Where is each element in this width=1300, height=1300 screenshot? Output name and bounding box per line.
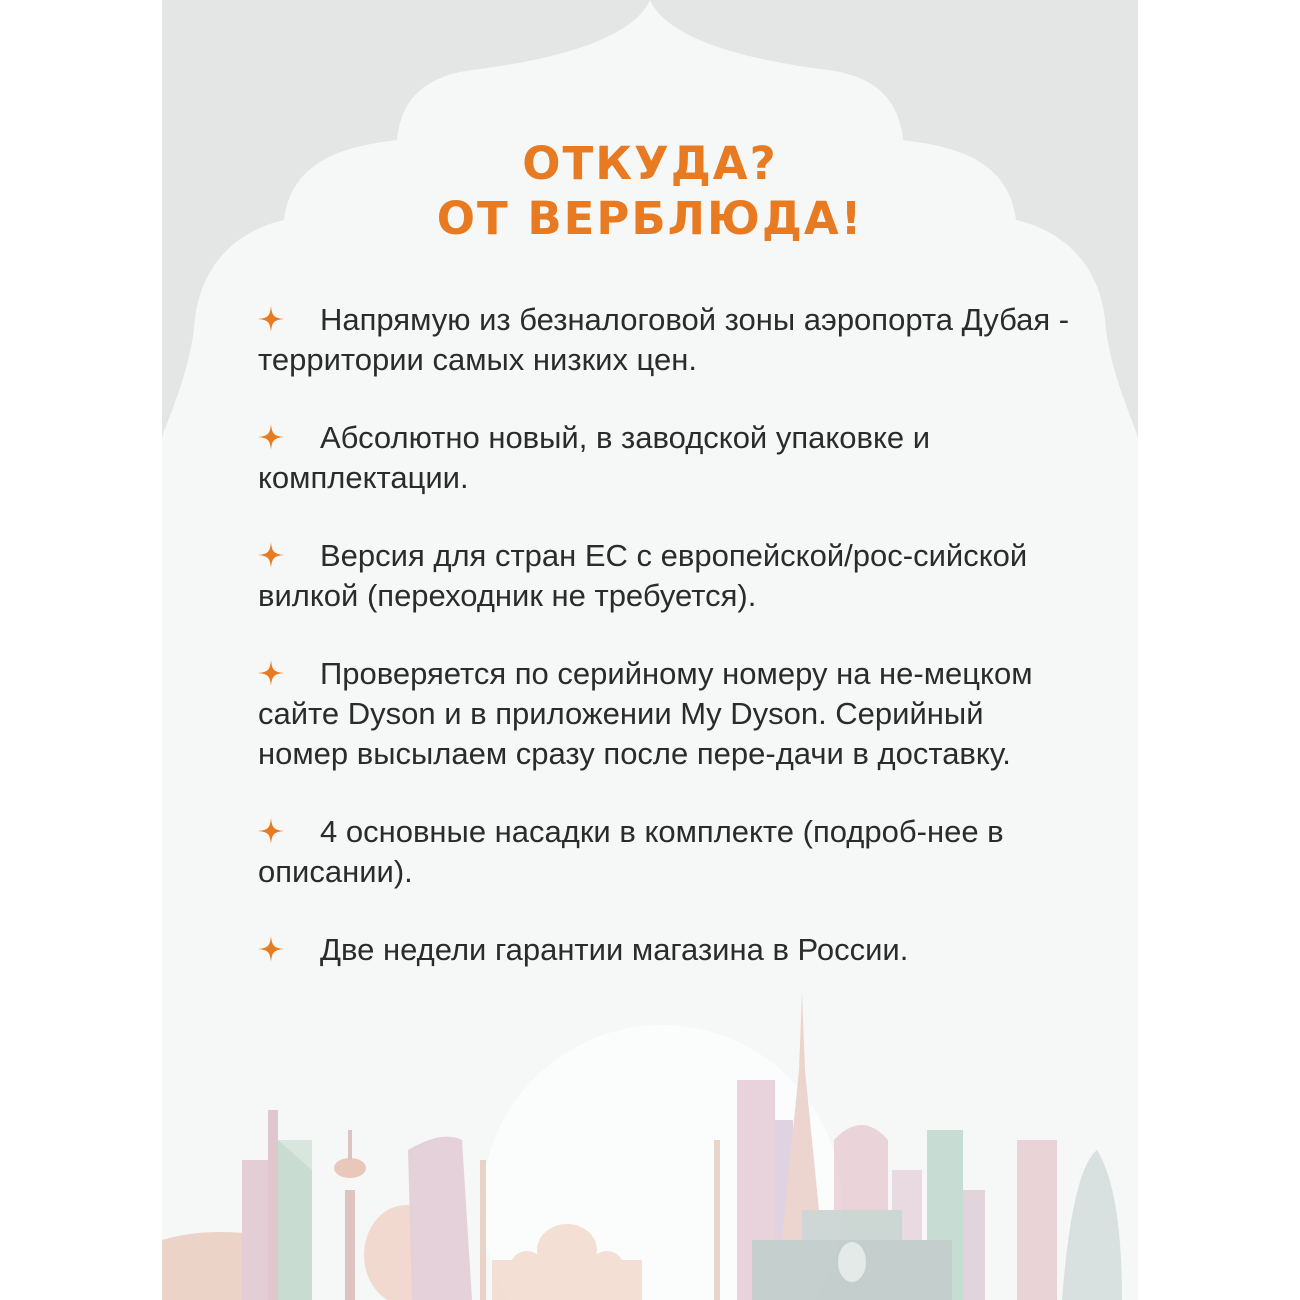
star-bullet-icon <box>258 300 320 340</box>
benefit-item <box>258 536 1078 616</box>
dubai-skyline-illustration <box>162 990 1138 1300</box>
benefit-item <box>258 812 1078 892</box>
star-bullet-icon <box>258 418 320 458</box>
benefit-text: Проверяется по серийному номеру на не-мецком сайте Dyson и в приложении My Dyson. Серийный номер высылаем сразу после пере-дачи в доставку. <box>258 656 1033 771</box>
benefit-text: Напрямую из безналоговой зоны аэропорта Дубая - территории самых низких цен. <box>258 302 1070 377</box>
benefit-item <box>258 300 1078 380</box>
benefit-item <box>258 418 1078 498</box>
benefit-item <box>258 654 1078 774</box>
benefit-text: Версия для стран ЕС с европейской/рос-сийской вилкой (переходник не требуется). <box>258 538 1028 613</box>
star-bullet-icon <box>258 536 320 576</box>
benefit-item <box>258 930 1078 970</box>
star-bullet-icon <box>258 812 320 852</box>
headline-line-1: ОТКУДА? <box>522 137 778 190</box>
headline-line-2: ОТ ВЕРБЛЮДА! <box>436 192 864 245</box>
benefit-text: Абсолютно новый, в заводской упаковке и комплектации. <box>258 420 931 495</box>
benefit-text: Две недели гарантии магазина в России. <box>320 932 909 967</box>
product-info-card <box>162 0 1138 1300</box>
star-bullet-icon <box>258 654 320 694</box>
star-bullet-icon <box>258 930 320 970</box>
benefit-text: 4 основные насадки в комплекте (подроб-нее в описании). <box>258 814 1004 889</box>
benefits-list <box>258 300 1078 1008</box>
